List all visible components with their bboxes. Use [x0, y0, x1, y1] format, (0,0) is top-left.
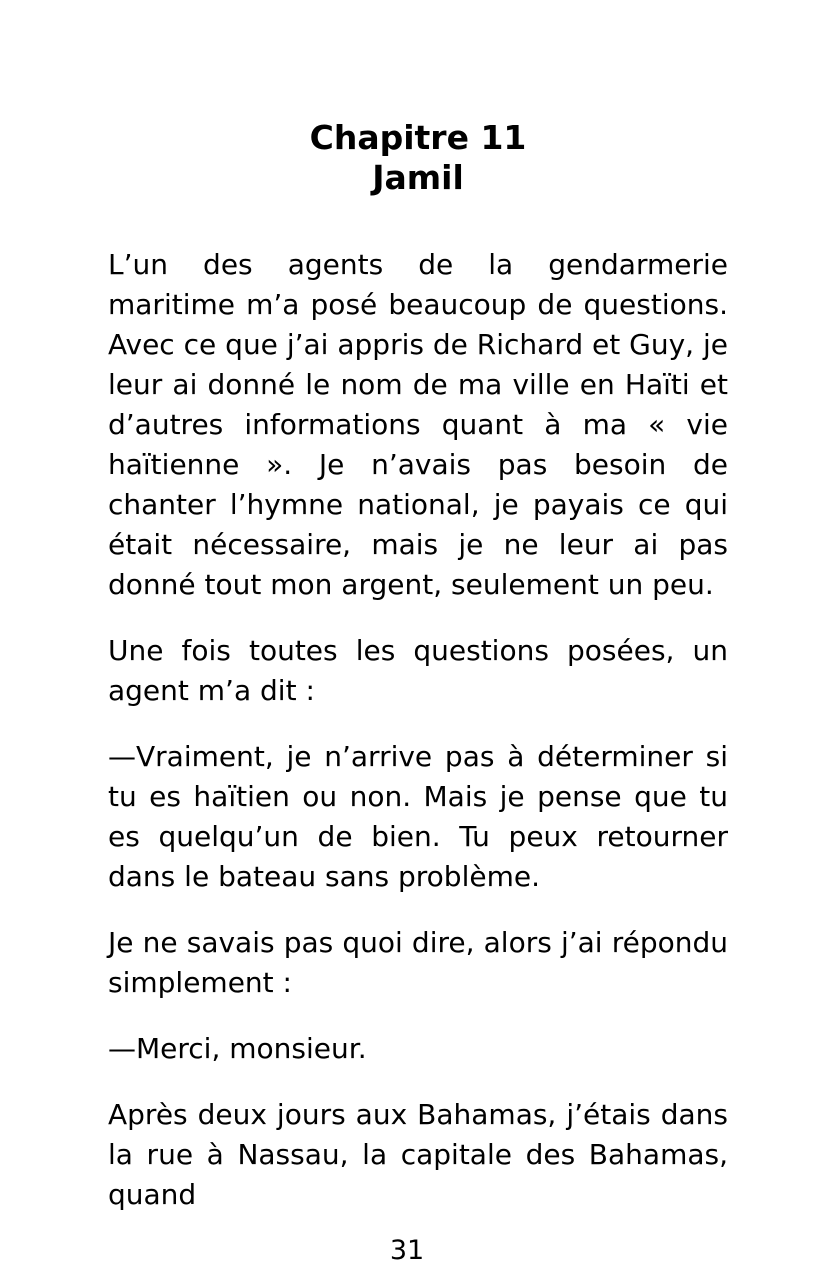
- chapter-title: Jamil: [372, 158, 464, 198]
- body-paragraph: —Merci, monsieur.: [108, 1031, 367, 1065]
- body-paragraph: L’un des agents de la gendarmerie maritime m’a posé beaucoup de questions. Avec ce que j’ai appris de Richard et Guy, je leur ai donné le nom de ma ville en Haïti et d’autres informations quant à ma « vie haïtienne ». Je n’avais pas besoin de chanter l’hymne national, je payais ce qui était nécessaire, mais je ne leur ai pas donné tout mon argent, seulement un peu.: [108, 247, 728, 601]
- body-paragraph: Une fois toutes les questions posées, un agent m’a dit :: [108, 633, 728, 707]
- body-paragraph: Après deux jours aux Bahamas, j’étais dans la rue à Nassau, la capitale des Bahamas, quand: [108, 1097, 728, 1211]
- body-paragraph: —Vraiment, je n’arrive pas à déterminer si tu es haïtien ou non. Mais je pense que tu es quelqu’un de bien. Tu peux retourner dans le bateau sans problème.: [108, 739, 728, 893]
- page-content: [108, 0, 728, 1215]
- body-paragraph: Je ne savais pas quoi dire, alors j’ai répondu simplement :: [108, 925, 728, 999]
- page-number: 31: [389, 1235, 425, 1266]
- chapter-label: Chapitre 11: [309, 118, 527, 157]
